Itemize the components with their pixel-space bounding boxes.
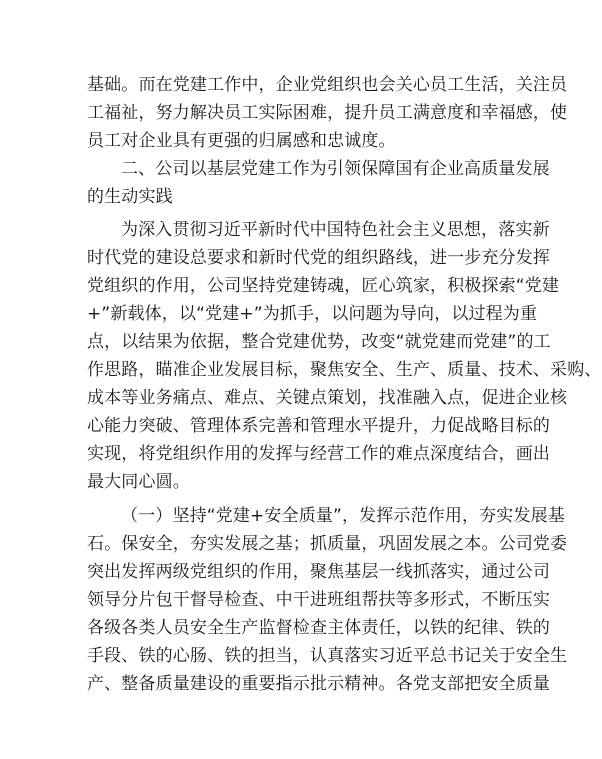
body-text-line: 石。保安全，夯实发展之基；抓质量，巩固发展之本。公司党委 [87,534,568,554]
body-text-line: 工福祉，努力解决员工实际困难，提升员工满意度和幸福感，使 [87,103,568,123]
body-text-line: 实现，将党组织作用的发挥与经营工作的难点深度结合，画出 [87,444,551,464]
body-text-line: 产、整备质量建设的重要指示批示精神。各党支部把安全质量 [87,674,551,694]
body-text-line: 成本等业务痛点、难点、关键点策划，找准融入点，促进企业核 [87,388,568,408]
section-heading-line: 二、公司以基层党建工作为引领保障国有企业高质量发展 [121,159,550,179]
body-text-line: 员工对企业具有更强的归属感和忠诚度。 [87,131,396,151]
body-text-line: 基础。而在党建工作中，企业党组织也会关心员工生活，关注员 [87,75,568,95]
body-text-line: 手段、铁的心肠、铁的担当，认真落实习近平总书记关于安全生 [87,646,568,666]
body-text-line: 心能力突破、管理体系完善和管理水平提升，力促战略目标的 [87,416,551,436]
body-text-line: 点，以结果为依据，整合党建优势，改变“就党建而党建”的工 [87,332,551,352]
body-text-line: 为深入贯彻习近平新时代中国特色社会主义思想，落实新 [121,220,550,240]
subsection-heading-line: （一）坚持“党建+安全质量”，发挥示范作用，夯实发展基 [121,506,565,526]
body-text-line: 作思路，瞄准企业发展目标，聚焦安全、生产、质量、技术、采购、 [87,360,602,380]
body-text-line: 党组织的作用，公司坚持党建铸魂，匠心筑家，积极探索“党建 [87,276,560,296]
body-text-line: 时代党的建设总要求和新时代党的组织路线，进一步充分发挥 [87,248,551,268]
body-text-line: 最大同心圆。 [87,472,190,492]
body-text-line: 各级各类人员安全生产监督检查主体责任，以铁的纪律、铁的 [87,618,551,638]
body-text-line: 领导分片包干督导检查、中干进班组帮扶等多形式，不断压实 [87,590,551,610]
body-text-line: +”新载体，以“党建+”为抓手，以问题为导向，以过程为重 [87,304,538,324]
body-text-line: 突出发挥两级党组织的作用，聚焦基层一线抓落实，通过公司 [87,562,551,582]
section-heading-line: 的生动实践 [87,187,173,207]
